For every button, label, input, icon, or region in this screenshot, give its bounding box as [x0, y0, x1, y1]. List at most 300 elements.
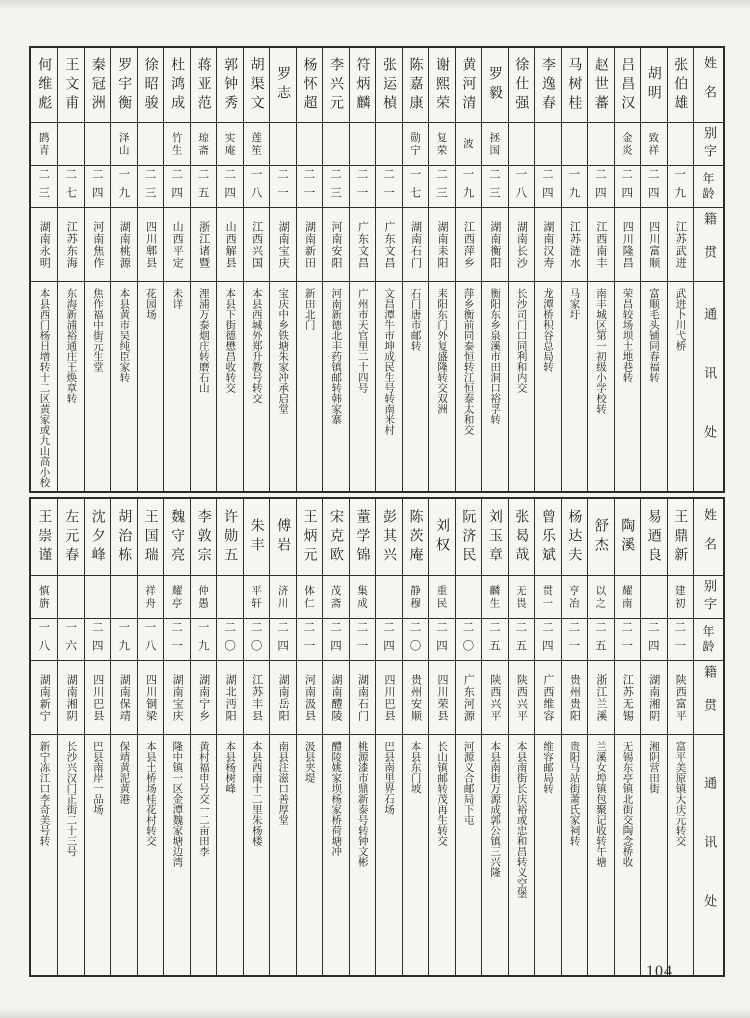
person-native-place: 江苏无锡 — [621, 673, 635, 722]
person-courtesy-name-cell — [668, 123, 693, 166]
person-age-cell — [403, 166, 428, 208]
person-courtesy-name-cell — [244, 576, 269, 619]
person-native-place: 四川铜梁 — [144, 673, 158, 722]
person-courtesy-name: 祥舟 — [144, 584, 157, 610]
person-courtesy-name-cell — [31, 123, 57, 166]
person-name-cell — [323, 499, 348, 576]
person-name: 杨怀超 — [301, 56, 318, 114]
person-courtesy-name-cell — [323, 576, 348, 619]
person-name-cell — [323, 48, 348, 123]
person-name-cell — [641, 48, 666, 123]
person-column — [587, 499, 613, 975]
person-native-place-cell — [535, 208, 560, 282]
person-native-place-cell — [58, 208, 83, 282]
person-age: 二一 — [355, 621, 370, 658]
person-native-place-cell — [509, 661, 534, 735]
person-native-place-cell — [641, 208, 666, 282]
person-native-place-cell — [429, 208, 454, 282]
person-age-cell — [482, 619, 507, 661]
person-courtesy-name-cell — [138, 576, 163, 619]
person-native-place-cell — [85, 208, 110, 282]
person-age-cell — [376, 619, 401, 661]
person-courtesy-name-cell — [350, 576, 375, 619]
person-name-cell — [58, 499, 83, 576]
person-native-place: 湖南醴陵 — [330, 673, 344, 722]
roster-table-upper — [29, 46, 725, 493]
person-courtesy-name: 莲笙 — [250, 131, 263, 157]
person-address-cell — [164, 735, 189, 975]
scan-edge-bottom — [0, 1008, 750, 1018]
person-native-place: 广东文昌 — [356, 220, 370, 269]
person-courtesy-name: 麟生 — [488, 584, 501, 610]
header-native-place: 籍贯 — [701, 664, 716, 731]
person-age: 一九 — [461, 168, 476, 205]
person-column — [561, 48, 587, 491]
person-courtesy-name-cell — [111, 123, 136, 166]
person-native-place: 湖南新宁 — [38, 673, 52, 722]
person-address-cell — [615, 735, 640, 975]
person-column — [163, 499, 189, 975]
person-address-cell — [297, 282, 322, 491]
person-age: 二一 — [302, 621, 317, 658]
person-native-place: 四川富顺 — [647, 220, 661, 269]
person-courtesy-name-cell — [58, 123, 83, 166]
person-native-place-cell — [641, 661, 666, 735]
person-courtesy-name-cell — [164, 576, 189, 619]
person-address-cell — [482, 282, 507, 491]
person-courtesy-name-cell — [403, 123, 428, 166]
person-address-cell — [350, 282, 375, 491]
person-native-place: 湖南耒阳 — [435, 220, 449, 269]
person-column — [640, 499, 666, 975]
person-courtesy-name: 贯一 — [541, 584, 554, 610]
person-address-cell — [217, 735, 242, 975]
person-name: 李敦宗 — [195, 508, 212, 566]
person-name: 王鼎新 — [672, 508, 689, 566]
person-courtesy-name: 泽山 — [117, 131, 130, 157]
person-native-place-cell — [668, 208, 693, 282]
person-name: 陈茨庵 — [407, 508, 424, 566]
person-address: 黄村福申号交一二亩田李 — [197, 741, 210, 857]
person-column — [84, 48, 110, 491]
person-courtesy-name-cell — [217, 576, 242, 619]
person-native-place-cell — [403, 661, 428, 735]
person-address-cell — [138, 735, 163, 975]
person-address-cell — [85, 282, 110, 491]
person-name-cell — [588, 499, 613, 576]
person-age: 二〇 — [249, 621, 264, 658]
person-name: 宋克欧 — [328, 508, 345, 566]
person-name: 黄河清 — [460, 56, 477, 114]
person-native-place-cell — [350, 661, 375, 735]
person-native-place: 湖南宝庆 — [171, 673, 185, 722]
person-age-cell — [429, 619, 454, 661]
person-age: 二三 — [37, 168, 52, 205]
person-name-cell — [31, 499, 57, 576]
person-name: 王炳元 — [301, 508, 318, 566]
person-address: 兰溪女埠镇包聚记收转午塘 — [595, 741, 608, 867]
person-name: 杜鸿成 — [169, 56, 186, 114]
person-age: 一九 — [673, 168, 688, 205]
person-name: 蒋亚范 — [195, 56, 212, 114]
person-age-cell — [323, 619, 348, 661]
person-courtesy-name-cell — [429, 123, 454, 166]
person-native-place-cell — [297, 208, 322, 282]
person-age-cell — [191, 619, 216, 661]
person-courtesy-name-cell — [482, 576, 507, 619]
person-column — [31, 48, 57, 491]
person-courtesy-name-cell — [482, 123, 507, 166]
person-name-cell — [217, 499, 242, 576]
person-name: 胡明 — [645, 66, 662, 104]
person-courtesy-name: 集成 — [356, 584, 368, 610]
person-native-place: 江西兴国 — [250, 220, 264, 269]
header-name-cell — [694, 499, 723, 576]
person-column — [84, 499, 110, 975]
person-native-place-cell — [376, 661, 401, 735]
scan-edge-top — [0, 0, 750, 10]
person-address-cell — [31, 735, 57, 975]
person-native-place-cell — [482, 208, 507, 282]
header-native-place-cell — [694, 661, 723, 735]
person-courtesy-name: 实庵 — [223, 131, 236, 157]
person-address: 本县土桥场桂花村转交 — [144, 741, 157, 846]
person-age: 二四 — [223, 168, 238, 205]
person-age-cell — [588, 619, 613, 661]
person-age: 一八 — [514, 168, 529, 205]
person-age: 一九 — [117, 168, 132, 205]
person-name: 马树桂 — [566, 56, 583, 114]
person-address: 本县杨树峰 — [224, 741, 237, 794]
person-courtesy-name: 体仁 — [303, 584, 316, 610]
person-age-cell — [244, 619, 269, 661]
person-age-cell — [323, 166, 348, 208]
person-courtesy-name-cell — [85, 576, 110, 619]
person-address-cell — [456, 735, 481, 975]
person-column — [57, 48, 83, 491]
person-native-place: 湖南宁乡 — [197, 673, 211, 722]
person-column — [508, 499, 534, 975]
person-address: 南丰城区第一初级小学校转 — [595, 288, 608, 414]
person-age-cell — [191, 166, 216, 208]
person-native-place: 河南焦作 — [91, 220, 105, 269]
person-native-place: 湖南桃源 — [118, 220, 132, 269]
header-native-place: 籍贯 — [701, 211, 716, 278]
person-age-cell — [111, 166, 136, 208]
person-courtesy-name-cell — [270, 123, 295, 166]
person-column — [561, 499, 587, 975]
header-courtesy-name: 别字 — [701, 579, 716, 615]
person-age-cell — [562, 619, 587, 661]
person-courtesy-name-cell — [615, 576, 640, 619]
person-name-cell — [403, 499, 428, 576]
person-name-cell — [482, 48, 507, 123]
person-address: 巴县南岸一品场 — [91, 741, 104, 815]
person-column — [614, 499, 640, 975]
person-age-cell — [376, 166, 401, 208]
header-courtesy-name-cell — [694, 576, 723, 619]
person-courtesy-name: 波 — [461, 137, 474, 151]
person-name-cell — [244, 48, 269, 123]
person-name-cell — [217, 48, 242, 123]
person-address-cell — [456, 282, 481, 491]
person-address: 长沙兴汉门正街二十三号 — [65, 741, 78, 857]
person-name: 徐昭骏 — [142, 56, 159, 114]
person-column — [322, 48, 348, 491]
person-name: 舒杰 — [592, 518, 609, 556]
person-native-place-cell — [111, 208, 136, 282]
person-native-place: 四川巴县 — [382, 673, 396, 722]
person-address: 广州市天官里二十四号 — [356, 288, 369, 393]
person-age-cell — [85, 619, 110, 661]
person-courtesy-name: 静穆 — [408, 584, 421, 610]
person-address-cell — [668, 282, 693, 491]
person-native-place-cell — [615, 208, 640, 282]
person-age: 二〇 — [408, 621, 423, 658]
person-name-cell — [350, 499, 375, 576]
person-column — [269, 48, 295, 491]
person-age: 二一 — [567, 621, 582, 658]
person-age-cell — [58, 619, 83, 661]
person-courtesy-name-cell — [641, 123, 666, 166]
person-address: 本县南街长庆裕或忠和昌转义空堡 — [515, 741, 528, 899]
person-address-cell — [350, 735, 375, 975]
person-courtesy-name: 重民 — [435, 584, 448, 610]
person-age-cell — [297, 619, 322, 661]
person-age-cell — [535, 619, 560, 661]
person-native-place: 浙江兰溪 — [594, 673, 608, 722]
person-column — [137, 48, 163, 491]
person-name: 刘权 — [433, 518, 450, 556]
person-courtesy-name: 竹生 — [170, 131, 183, 157]
person-name-cell — [562, 499, 587, 576]
person-column — [667, 48, 693, 491]
person-age: 一六 — [64, 621, 79, 658]
person-address: 本县西南十二里朱杨楼 — [250, 741, 263, 846]
person-address: 浬浦万泰烟庄转磨石山 — [197, 288, 210, 393]
person-native-place-cell — [164, 208, 189, 282]
person-address: 衡阳东乡泉溪市田洞口裕孚转 — [489, 288, 502, 425]
person-column — [243, 499, 269, 975]
person-age-cell — [562, 166, 587, 208]
person-address-cell — [111, 735, 136, 975]
header-native-place-cell — [694, 208, 723, 282]
person-address: 耒阳东门外复盛隆转交双洲 — [436, 288, 449, 414]
person-age-cell — [641, 619, 666, 661]
person-native-place: 江苏丰县 — [250, 673, 264, 722]
person-native-place-cell — [217, 208, 242, 282]
person-native-place-cell — [668, 661, 693, 735]
person-address-cell — [270, 735, 295, 975]
person-name: 罗志 — [275, 66, 292, 104]
person-native-place: 河南汲县 — [303, 673, 317, 722]
person-courtesy-name: 亨冶 — [567, 584, 580, 610]
person-age: 二四 — [593, 168, 608, 205]
person-courtesy-name: 茂斋 — [329, 584, 342, 610]
person-address-cell — [270, 282, 295, 491]
person-column — [455, 499, 481, 975]
person-native-place: 陕西兴平 — [515, 673, 529, 722]
person-name-cell — [456, 499, 481, 576]
person-name-cell — [164, 499, 189, 576]
person-address: 醴陵姚家坝杨家桥荷塘冲 — [330, 741, 343, 857]
person-address-cell — [641, 735, 666, 975]
person-age: 二五 — [514, 621, 529, 658]
person-column — [110, 499, 136, 975]
person-courtesy-name-cell — [323, 123, 348, 166]
person-native-place-cell — [509, 208, 534, 282]
person-name-cell — [85, 48, 110, 123]
person-age-cell — [668, 166, 693, 208]
person-address-cell — [588, 735, 613, 975]
person-native-place-cell — [270, 661, 295, 735]
person-column — [296, 48, 322, 491]
person-name: 王文甫 — [63, 56, 80, 114]
person-native-place-cell — [111, 661, 136, 735]
person-address: 河南新德北丰药镇邮转韩家寨 — [330, 288, 343, 425]
person-age: 二〇 — [223, 621, 238, 658]
person-age-cell — [509, 166, 534, 208]
person-native-place: 贵州安顺 — [409, 673, 423, 722]
person-column — [216, 499, 242, 975]
person-courtesy-name: 济川 — [276, 584, 289, 610]
person-column — [614, 48, 640, 491]
person-name-cell — [456, 48, 481, 123]
person-native-place-cell — [403, 208, 428, 282]
person-address-cell — [111, 282, 136, 491]
header-courtesy-name-cell — [694, 123, 723, 166]
person-name: 朱丰 — [248, 518, 265, 556]
person-column — [349, 48, 375, 491]
person-courtesy-name-cell — [138, 123, 163, 166]
person-address-cell — [376, 282, 401, 491]
person-courtesy-name-cell — [641, 576, 666, 619]
person-address: 南县注滋口善厚堂 — [277, 741, 290, 825]
person-column — [428, 48, 454, 491]
header-address: 通讯处 — [701, 307, 717, 484]
person-courtesy-name-cell — [535, 576, 560, 619]
person-name-cell — [588, 48, 613, 123]
person-native-place: 湖南永明 — [38, 220, 52, 269]
person-column — [137, 499, 163, 975]
person-courtesy-name: 复荣 — [435, 131, 448, 157]
person-age: 二一 — [170, 621, 185, 658]
person-address-cell — [85, 735, 110, 975]
person-native-place: 江西南丰 — [594, 220, 608, 269]
person-name: 谢熙荣 — [433, 56, 450, 114]
person-address-cell — [244, 735, 269, 975]
person-age-cell — [31, 166, 57, 208]
person-native-place-cell — [138, 208, 163, 282]
person-address: 马家圩 — [568, 288, 581, 320]
person-native-place: 湖南湘阴 — [65, 673, 79, 722]
person-address-cell — [588, 282, 613, 491]
person-column — [455, 48, 481, 491]
person-column — [534, 499, 560, 975]
header-courtesy-name: 别字 — [701, 126, 716, 162]
person-address-cell — [58, 282, 83, 491]
person-courtesy-name: 耀南 — [620, 584, 633, 610]
person-column — [190, 48, 216, 491]
person-courtesy-name-cell — [191, 123, 216, 166]
person-column — [375, 499, 401, 975]
person-column — [481, 499, 507, 975]
person-age: 二四 — [381, 621, 396, 658]
person-name-cell — [615, 499, 640, 576]
person-age-cell — [297, 166, 322, 208]
person-native-place: 浙江诸暨 — [197, 220, 211, 269]
person-address-cell — [403, 282, 428, 491]
person-age-cell — [85, 166, 110, 208]
person-age-cell — [31, 619, 57, 661]
person-age: 一八 — [249, 168, 264, 205]
person-name-cell — [191, 499, 216, 576]
person-courtesy-name: 勋宁 — [408, 131, 421, 157]
person-name: 何维彪 — [36, 56, 53, 114]
person-address-cell — [31, 282, 57, 491]
person-courtesy-name-cell — [244, 123, 269, 166]
person-native-place-cell — [456, 661, 481, 735]
person-name: 王国瑞 — [142, 508, 159, 566]
person-courtesy-name: 以之 — [594, 584, 607, 610]
person-column — [296, 499, 322, 975]
person-courtesy-name-cell — [588, 576, 613, 619]
person-address: 本县下街德懋昌收转交 — [224, 288, 237, 393]
person-name: 胡治栋 — [116, 508, 133, 566]
person-address: 宝庆中乡铁塘朱家冲承启堂 — [277, 288, 290, 414]
person-column — [322, 499, 348, 975]
person-address-cell — [164, 282, 189, 491]
person-address: 长沙司门口同利和内交 — [515, 288, 528, 393]
person-address-cell — [641, 282, 666, 491]
person-address: 荣昌较场坝土地巷转 — [621, 288, 634, 383]
person-native-place-cell — [588, 661, 613, 735]
person-courtesy-name-cell — [58, 576, 83, 619]
header-address: 通讯处 — [701, 775, 717, 953]
person-native-place-cell — [270, 208, 295, 282]
person-age: 二四 — [276, 621, 291, 658]
person-native-place: 湖南新田 — [303, 220, 317, 269]
person-address: 新宁冻江口李奇美号转 — [38, 741, 51, 846]
person-native-place: 四川郫县 — [144, 220, 158, 269]
person-courtesy-name-cell — [191, 576, 216, 619]
person-native-place: 湖南石门 — [409, 220, 423, 269]
person-name-cell — [376, 48, 401, 123]
person-courtesy-name: 琼斋 — [197, 131, 210, 157]
person-native-place: 江苏涟水 — [568, 220, 582, 269]
person-age: 二四 — [646, 168, 661, 205]
person-age: 二四 — [90, 621, 105, 658]
person-native-place: 贵州贵阳 — [568, 673, 582, 722]
person-address: 武进卜川弋桥 — [674, 288, 687, 351]
person-courtesy-name-cell — [456, 576, 481, 619]
person-native-place: 四川隆昌 — [621, 220, 635, 269]
person-native-place: 陕西兴平 — [488, 673, 502, 722]
header-name: 姓名 — [701, 56, 716, 114]
header-column — [693, 499, 723, 975]
person-name: 秦冠洲 — [89, 56, 106, 114]
person-name-cell — [85, 499, 110, 576]
person-native-place: 湖南长沙 — [515, 220, 529, 269]
person-courtesy-name: 耀亭 — [170, 584, 183, 610]
person-courtesy-name: 拯国 — [488, 131, 501, 157]
person-column — [508, 48, 534, 491]
person-native-place-cell — [562, 661, 587, 735]
person-age-cell — [456, 166, 481, 208]
person-column — [57, 499, 83, 975]
person-address: 花园场 — [144, 288, 157, 320]
person-name: 刘玉章 — [486, 508, 503, 566]
